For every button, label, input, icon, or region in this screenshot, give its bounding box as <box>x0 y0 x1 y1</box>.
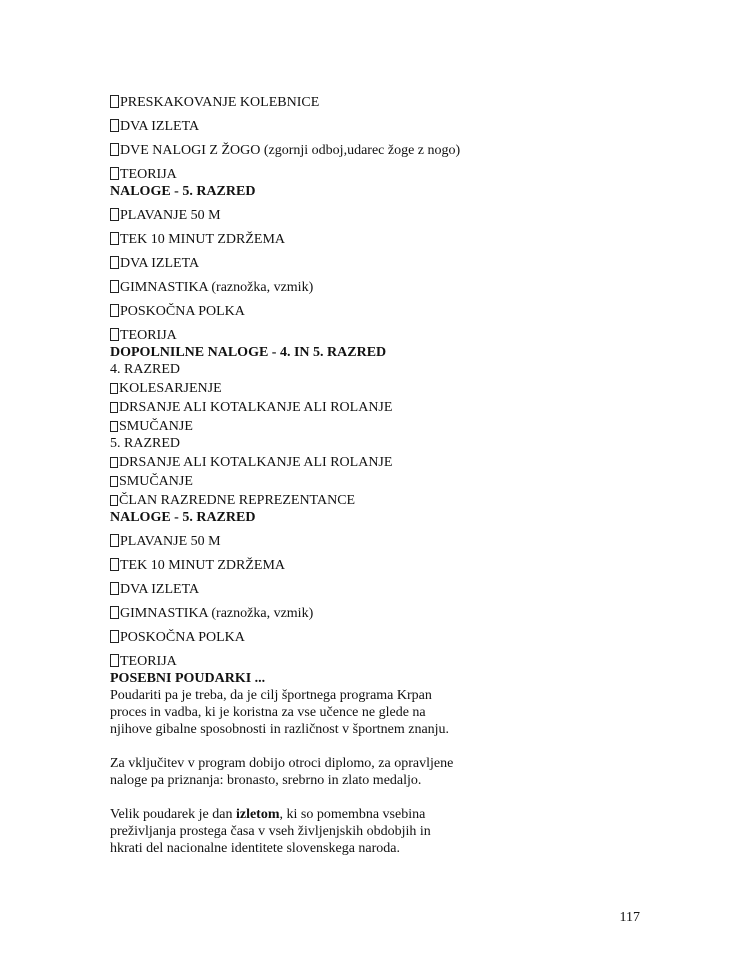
checkbox-glyph-icon <box>110 582 119 595</box>
paragraph-line: Velik poudarek je dan izletom, ki so pomembna vsebina <box>110 807 426 822</box>
document-page <box>110 94 670 857</box>
checkbox-glyph-icon <box>110 95 119 108</box>
page-number: 117 <box>619 910 640 925</box>
paragraph-line: hkrati del nacionalne identitete slovenskega naroda. <box>110 841 401 856</box>
checkbox-glyph-icon <box>110 534 119 547</box>
paragraph-line: Za vključitev v program dobijo otroci diplomo, za opravljene <box>110 756 454 771</box>
checkbox-glyph-icon <box>110 143 119 156</box>
paragraph <box>110 806 670 857</box>
list-item: POSKOČNA POLKA <box>110 296 670 320</box>
checkbox-glyph-icon <box>110 630 119 643</box>
task-list-5th-grade <box>110 200 670 344</box>
checkbox-glyph-icon <box>110 232 119 245</box>
checkbox-glyph-icon <box>110 280 119 293</box>
list-item: TEORIJA <box>110 320 670 344</box>
list-item: TEORIJA <box>110 646 670 670</box>
checkbox-glyph-icon <box>110 495 118 506</box>
list-item: KOLESARJENJE <box>110 378 670 397</box>
list-item: DVA IZLETA <box>110 574 670 598</box>
checkbox-glyph-icon <box>110 304 119 317</box>
checkbox-glyph-icon <box>110 476 118 487</box>
list-item: DVA IZLETA <box>110 248 670 272</box>
subheading: 5. RAZRED <box>110 436 180 451</box>
checkbox-glyph-icon <box>110 654 119 667</box>
checkbox-glyph-icon <box>110 421 118 432</box>
checkbox-glyph-icon <box>110 256 119 269</box>
section-heading: DOPOLNILNE NALOGE - 4. IN 5. RAZRED <box>110 345 387 360</box>
paragraph-line: naloge pa priznanja: bronasto, srebrno in zlato medaljo. <box>110 773 422 788</box>
list-item: SMUČANJE <box>110 471 670 490</box>
paragraph-line: proces in vadba, ki je koristna za vse učence ne glede na <box>110 705 426 720</box>
section-heading: NALOGE - 5. RAZRED <box>110 184 256 199</box>
task-list-5th-grade-repeat <box>110 526 670 670</box>
paragraph-line: njihove gibalne sposobnosti in različnost v športnem znanju. <box>110 722 450 737</box>
checkbox-glyph-icon <box>110 208 119 221</box>
list-item: DVA IZLETA <box>110 111 670 135</box>
extra-task-list-5th-grade <box>110 452 670 509</box>
list-item: TEORIJA <box>110 159 670 183</box>
checkbox-glyph-icon <box>110 558 119 571</box>
section-heading: POSEBNI POUDARKI ... <box>110 671 266 686</box>
subheading: 4. RAZRED <box>110 362 180 377</box>
list-item: PLAVANJE 50 M <box>110 200 670 224</box>
list-item: PLAVANJE 50 M <box>110 526 670 550</box>
task-list-4th-grade <box>110 94 670 183</box>
list-item: TEK 10 MINUT ZDRŽEMA <box>110 550 670 574</box>
list-item: POSKOČNA POLKA <box>110 622 670 646</box>
paragraph <box>110 687 670 738</box>
checkbox-glyph-icon <box>110 119 119 132</box>
list-item: GIMNASTIKA (raznožka, vzmik) <box>110 598 670 622</box>
checkbox-glyph-icon <box>110 328 119 341</box>
list-item: DVE NALOGI Z ŽOGO (zgornji odboj,udarec žoge z nogo) <box>110 135 670 159</box>
list-item: DRSANJE ALI KOTALKANJE ALI ROLANJE <box>110 452 670 471</box>
list-item: ČLAN RAZREDNE REPREZENTANCE <box>110 490 670 509</box>
list-item: SMUČANJE <box>110 416 670 435</box>
checkbox-glyph-icon <box>110 606 119 619</box>
list-item: DRSANJE ALI KOTALKANJE ALI ROLANJE <box>110 397 670 416</box>
emphasis-text: izletom <box>235 807 280 822</box>
list-item: GIMNASTIKA (raznožka, vzmik) <box>110 272 670 296</box>
checkbox-glyph-icon <box>110 402 118 413</box>
list-item: PRESKAKOVANJE KOLEBNICE <box>110 94 670 111</box>
checkbox-glyph-icon <box>110 167 119 180</box>
paragraph-line: Poudariti pa je treba, da je cilj športnega programa Krpan <box>110 688 432 703</box>
extra-task-list-4th-grade <box>110 378 670 435</box>
paragraph-line: preživljanja prostega časa v vseh življenjskih obdobjih in <box>110 824 431 839</box>
paragraph <box>110 755 670 789</box>
section-heading: NALOGE - 5. RAZRED <box>110 510 256 525</box>
checkbox-glyph-icon <box>110 383 118 394</box>
checkbox-glyph-icon <box>110 457 118 468</box>
list-item: TEK 10 MINUT ZDRŽEMA <box>110 224 670 248</box>
